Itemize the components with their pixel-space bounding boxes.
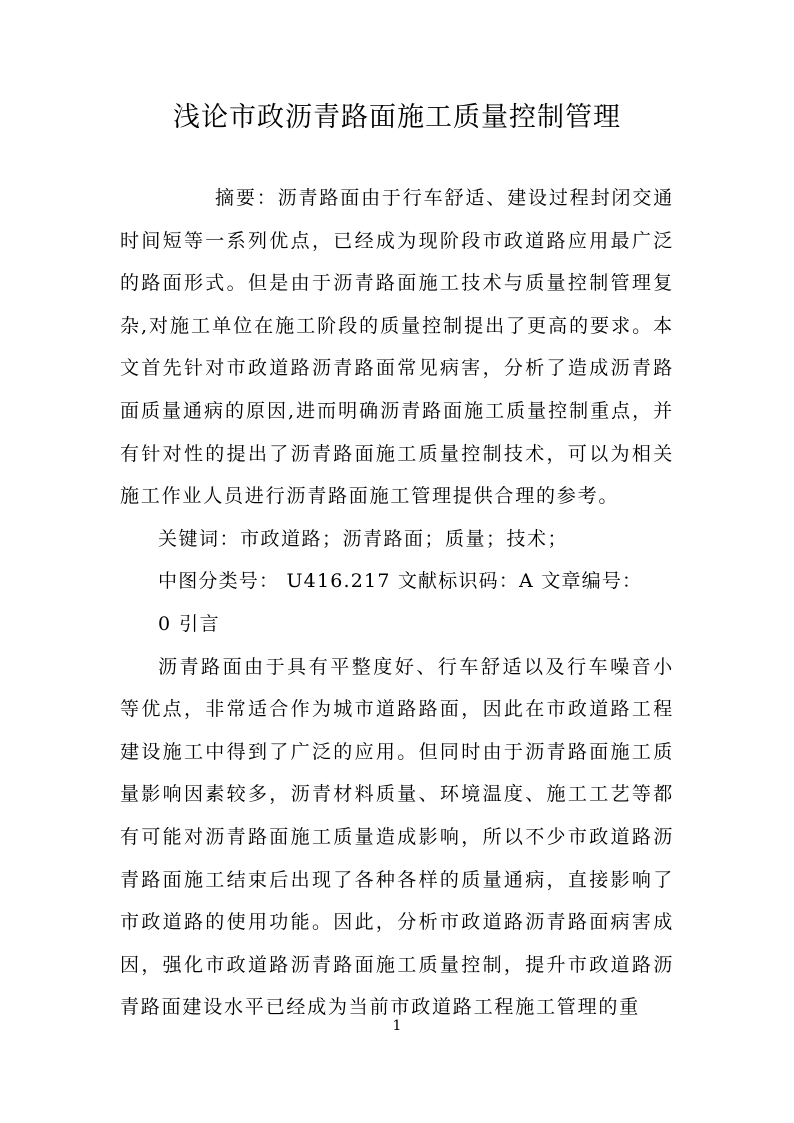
abstract-paragraph: 摘要：沥青路面由于行车舒适、建设过程封闭交通时间短等一系列优点，已经成为现阶段市政道路应用最广泛的路面形式。但是由于沥青路面施工技术与质量控制管理复杂,对施工单位在施工阶段的质量控制提出了更高的要求。本文首先针对市政道路沥青路面常见病害，分析了造成沥青路面质量通病的原因,进而明确沥青路面施工质量控制重点，并有针对性的提出了沥青路面施工质量控制技术，可以为相关施工作业人员进行沥青路面施工管理提供合理的参考。: [120, 187, 674, 508]
classification-line: 中图分类号： U416.217 文献标识码：A 文章编号：: [158, 570, 643, 593]
document-body: [120, 177, 674, 1029]
keywords-line: 关键词：市政道路；沥青路面；质量；技术；: [158, 527, 569, 550]
document-title: 浅论市政沥青路面施工质量控制管理: [173, 102, 621, 133]
intro-paragraph: 沥青路面由于具有平整度好、行车舒适以及行车噪音小等优点，非常适合作为城市道路路面，因此在市政道路工程建设施工中得到了广泛的应用。但同时由于沥青路面施工质量影响因素较多，沥青材料质量、环境温度、施工工艺等都有可能对沥青路面施工质量造成影响，所以不少市政道路沥青路面施工结束后出现了各种各样的质量通病，直接影响了市政道路的使用功能。因此，分析市政道路沥青路面病害成因，强化市政道路沥青路面施工质量控制，提升市政道路沥青路面建设水平已经成为当前市政道路工程施工管理的重: [120, 655, 674, 1019]
page-number: 1: [392, 1018, 402, 1034]
section-heading: 0 引言: [158, 612, 221, 635]
